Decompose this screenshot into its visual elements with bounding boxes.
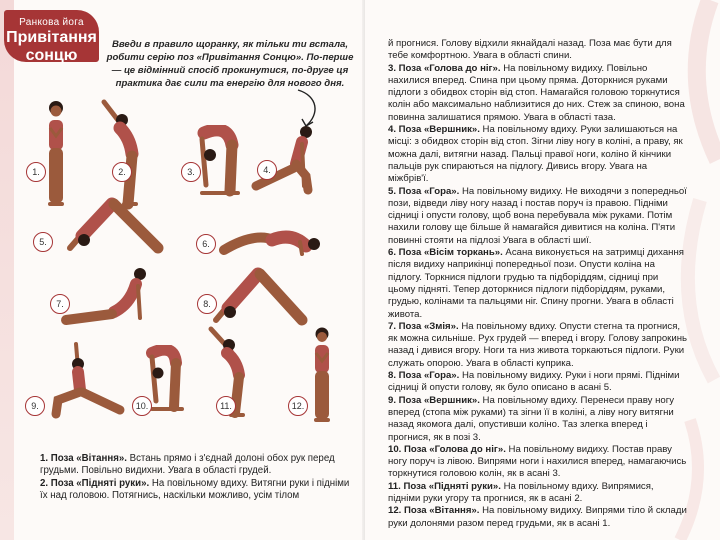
paragraph-title: 9. Поза «Вершник». bbox=[388, 394, 480, 406]
text-paragraph bbox=[40, 453, 355, 478]
pose-figure-6 bbox=[214, 222, 324, 258]
text-paragraph bbox=[388, 186, 688, 247]
intro-text: Введи в правило щоранку, як тільки ти встала, робити серію поз «Привітання Сонцю». По-перше — це відмінний спосіб прокинутися, по-друге ця практика дає сили та енергію для нового дня. bbox=[106, 39, 354, 89]
paragraph-title: 1. Поза «Вітання». bbox=[40, 453, 127, 464]
paragraph-body: На повільному вдиху. Руки залишаються на місці: з обидвох сторін від стоп. Зігни ліву ногу в коліні, а праву, як можна далі, витягни назад. Пальці правої ноги, коліно й кінчики пальців рук спираються на підлогу. Дивись вгору. Увага на міжбрів'ї. bbox=[388, 124, 683, 185]
pose-figure-4 bbox=[250, 120, 320, 200]
paragraph-title: 11. Поза «Підняті руки». bbox=[388, 480, 501, 492]
text-paragraph bbox=[40, 478, 355, 503]
pose-number: 10. bbox=[132, 396, 152, 416]
paragraph-title: 12. Поза «Вітання». bbox=[388, 505, 480, 517]
text-paragraph bbox=[388, 481, 688, 506]
text-paragraph bbox=[388, 395, 688, 444]
paragraph-body: Встань прямо і з'єднай долоні обох рук перед грудьми. Повільно видихни. Увага в області грудей. bbox=[40, 453, 335, 477]
text-paragraph bbox=[388, 505, 688, 530]
pose-number: 11. bbox=[216, 396, 236, 416]
pose-number: 4. bbox=[257, 160, 277, 180]
paragraph-body: На повільному видиху. Постав праву ногу поруч із лівою. Випрями ноги і нахилися вперед, намагаючись торкнутися головою колін, як в асані 3. bbox=[388, 443, 687, 480]
pose-figure-8 bbox=[210, 262, 310, 328]
text-paragraph bbox=[388, 63, 688, 124]
text-paragraph bbox=[388, 247, 688, 321]
right-page-text bbox=[388, 38, 688, 530]
text-paragraph bbox=[388, 370, 688, 395]
title-tag-line2: сонцю bbox=[25, 47, 78, 64]
pose-figure-3 bbox=[188, 125, 246, 200]
paragraph-body: На повільному вдиху. Опусти стегна та прогнися, як можна сильніше. Рух грудей — вперед і вгору. Голову запрокинь назад і дивися вгору. Ноги та низ живота торкаються підлоги. Руки служать опорою. Увага в області куприка. bbox=[388, 320, 688, 369]
pose-number: 9. bbox=[25, 396, 45, 416]
paragraph-body: На повільному видиху. Випрями тіло й склади руки долонями разом перед грудьми, як в асані 1. bbox=[388, 505, 687, 529]
pose-number: 5. bbox=[33, 232, 53, 252]
title-tag bbox=[4, 10, 99, 62]
paragraph-title: 3. Поза «Голова до ніг». bbox=[388, 62, 501, 74]
pose-number: 1. bbox=[26, 162, 46, 182]
pose-number: 6. bbox=[196, 234, 216, 254]
paragraph-title: 6. Поза «Вісім торкань». bbox=[388, 247, 503, 259]
paragraph-title: 4. Поза «Вершник». bbox=[388, 124, 480, 136]
paragraph-body: На повільному видиху. Не виходячи з попередньої пози, відведи ліву ногу назад і постав поруч із правою. Підніми сідниці і опусти голову, щоб вона перебувала між руками. Потім нахили голову ще більше й намагайся дивитися на коліна. П'яти повинні стояти на підлозі Увага в області шиї. bbox=[388, 185, 687, 246]
paragraph-body: На повільному вдиху. Витягни руки і підніми їх над головою. Потягнись, наскільки можливо, усім тілом bbox=[40, 477, 350, 502]
page-edge-accent bbox=[0, 0, 14, 540]
paragraph-body: На повільному видиху. Руки і ноги прямі. Підніми сідниці й опусти голову, як було описано в асані 5. bbox=[388, 370, 680, 394]
pose-figure-9 bbox=[36, 340, 126, 420]
pose-number: 12. bbox=[288, 396, 308, 416]
pose-figure-5 bbox=[60, 192, 170, 254]
paragraph-title: 10. Поза «Голова до ніг». bbox=[388, 443, 506, 455]
text-paragraph bbox=[388, 321, 688, 370]
paragraph-title: 8. Поза «Гора». bbox=[388, 370, 460, 382]
left-page-text bbox=[40, 453, 355, 503]
paragraph-body: На повільному видиху. Повільно нахилися вперед. Спина при цьому пряма. Доторкнися руками підлоги з обидвох сторін від стоп. Намагайся головою торкнутися колін або максимально наблизитися до них. Стеж за спиною, вона повинна залишатися прямою. Увага в області таза. bbox=[388, 62, 685, 123]
pose-number: 8. bbox=[197, 294, 217, 314]
pose-figure-7 bbox=[60, 262, 160, 328]
paragraph-title: 5. Поза «Гора». bbox=[388, 185, 460, 197]
paragraph-body: Асана виконується на затримці дихання після видиху наприкінці попередньої пози. Опусти коліна на підлогу. Торкнися підлоги грудью та підборіддям, сідниці при цьому підняті. Тепер доторкнися підлоги підборіддям, руками, грудью, колінами та пальцями ніг. Спину прогни. Увага в області живота. bbox=[388, 247, 684, 320]
paragraph-title: 7. Поза «Змія». bbox=[388, 320, 459, 332]
title-tag-line1: Привітання bbox=[6, 29, 97, 46]
pose-number: 3. bbox=[181, 162, 201, 182]
paragraph-title: 2. Поза «Підняті руки». bbox=[40, 477, 150, 489]
paragraph-body: й прогнися. Голову відхили якнайдалі назад. Поза має бути для тебе комфортною. Увага в області спини. bbox=[388, 38, 672, 62]
pose-number: 7. bbox=[50, 294, 70, 314]
text-paragraph bbox=[388, 38, 688, 63]
title-tag-subtitle: Ранкова йога bbox=[19, 17, 84, 28]
pose-number: 2. bbox=[112, 162, 132, 182]
paragraph-body: На повільному вдиху. Випрямися, підніми руки угору та прогнися, як в асані 2. bbox=[388, 480, 654, 504]
pose-figure-12 bbox=[304, 325, 340, 425]
paragraph-body: На повільному вдиху. Перенеси праву ногу вперед (стопа між руками) та зігни її в коліні, а ліву ногу витягни назад якомога далі, опустивши коліно. Таз злегка вперед і прогнися, як в позі 3. bbox=[388, 394, 675, 443]
text-paragraph bbox=[388, 124, 688, 185]
text-paragraph bbox=[388, 444, 688, 481]
